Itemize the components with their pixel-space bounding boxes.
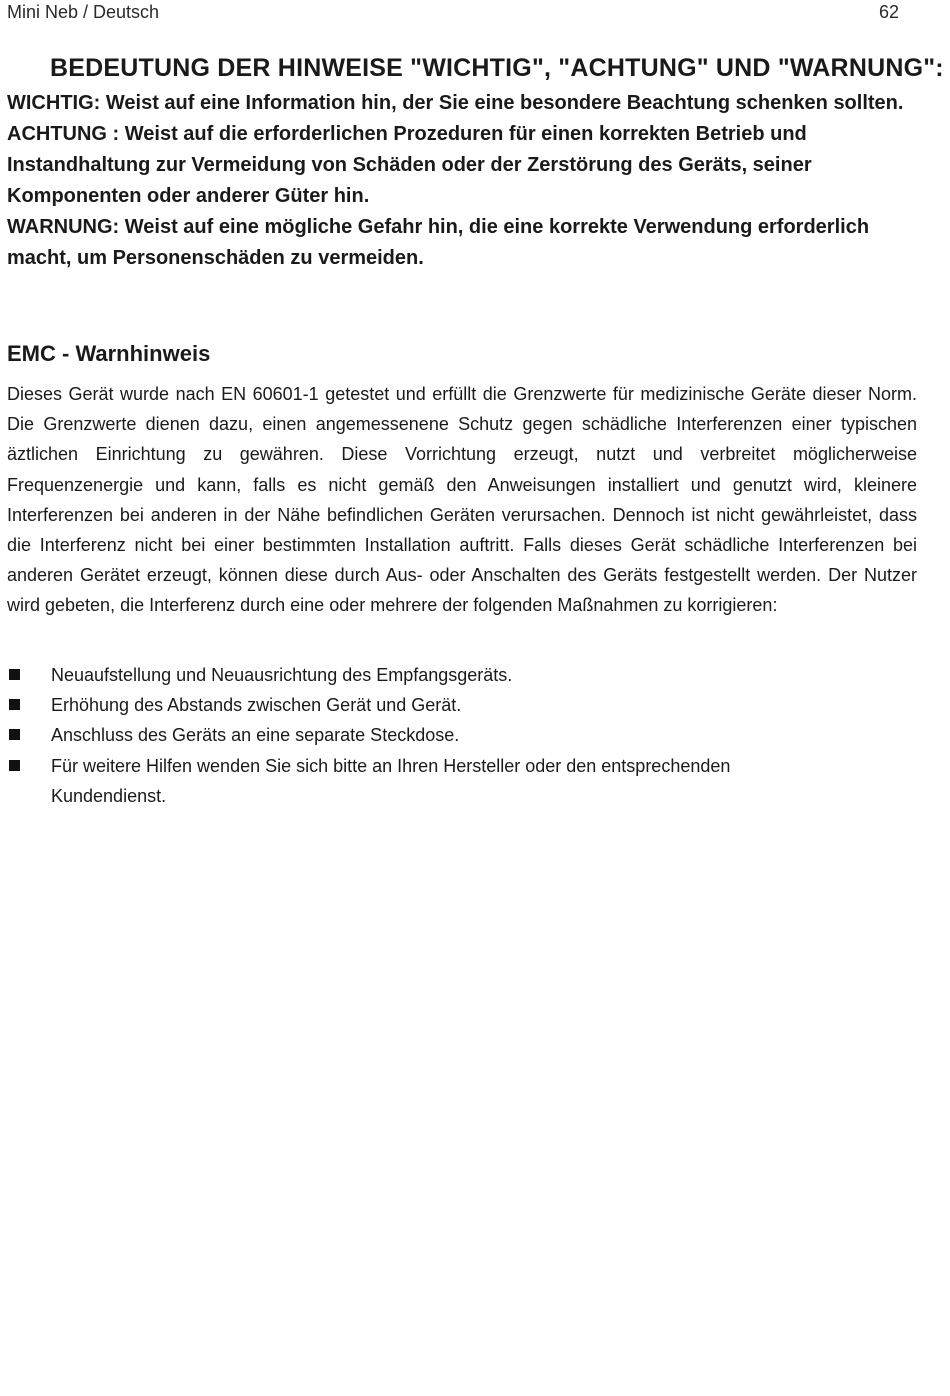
list-item bbox=[7, 660, 917, 690]
notice-definitions bbox=[7, 88, 922, 274]
emc-heading: EMC - Warnhinweis bbox=[7, 341, 211, 366]
notice-definitions-heading: BEDEUTUNG DER HINWEISE "WICHTIG", "ACHTUNG" UND "WARNUNG": bbox=[50, 54, 944, 82]
list-item bbox=[7, 751, 917, 811]
notice-achtung bbox=[7, 119, 922, 212]
notice-text: Weist auf eine mögliche Gefahr hin, die eine korrekte Verwendung erforderlich macht, um Personenschäden zu vermeiden. bbox=[7, 216, 870, 269]
document-title: Mini Neb / Deutsch bbox=[7, 2, 160, 22]
notice-label: WARNUNG: bbox=[7, 216, 120, 238]
emc-measures-list bbox=[7, 660, 917, 811]
notice-wichtig bbox=[7, 88, 922, 119]
square-bullet-icon bbox=[9, 729, 20, 740]
square-bullet-icon bbox=[9, 699, 20, 710]
notice-text: Weist auf eine Information hin, der Sie eine besondere Beachtung schenken sollten. bbox=[100, 92, 904, 114]
square-bullet-icon bbox=[9, 669, 20, 680]
notice-text: Weist auf die erforderlichen Prozeduren für einen korrekten Betrieb und Instandhaltung zur Vermeidung von Schäden oder der Zerstörung des Geräts, seiner Komponenten oder anderer Güter hin. bbox=[7, 123, 812, 207]
notice-label: ACHTUNG : bbox=[7, 123, 120, 145]
list-item-text: Neuaufstellung und Neuausrichtung des Empfangsgeräts. bbox=[51, 665, 513, 685]
page-header bbox=[7, 0, 899, 26]
list-item-text: Für weitere Hilfen wenden Sie sich bitte an Ihren Hersteller oder den entsprechenden Kundendienst. bbox=[51, 755, 731, 806]
emc-paragraph: Dieses Gerät wurde nach EN 60601-1 getestet und erfüllt die Grenzwerte für medizinische Geräte dieser Norm. Die Grenzwerte dienen dazu, einen angemessenene Schutz gegen schädliche Interferenzen einer typischen äztlichen Einrichtung zu gewähren. Diese Vorrichtung erzeugt, nutzt und verbreitet möglicherweise Frequenzenergie und kann, falls es nicht gemäß den Anweisungen installiert und genutzt wird, kleinere Interferenzen bei anderen in der Nähe befindlichen Geräten verursachen. Dennoch ist nicht gewährleistet, dass die Interferenz nicht bei einer bestimmten Installation auftritt. Falls dieses Gerät schädliche Interferenzen bei anderen Gerätet erzeugt, können diese durch Aus- oder Anschalten des Geräts festgestellt werden. Der Nutzer wird gebeten, die Interferenz durch eine oder mehrere der folgenden Maßnahmen zu korrigieren: bbox=[7, 384, 917, 616]
notice-warnung bbox=[7, 212, 922, 274]
list-item-text: Erhöhung des Abstands zwischen Gerät und Gerät. bbox=[51, 695, 462, 716]
page-number: 62 bbox=[878, 2, 899, 22]
list-item-text: Anschluss des Geräts an eine separate Steckdose. bbox=[51, 725, 460, 746]
square-bullet-icon bbox=[9, 760, 20, 771]
list-item bbox=[7, 690, 917, 720]
list-item bbox=[7, 720, 917, 750]
notice-label: WICHTIG: bbox=[7, 92, 101, 114]
